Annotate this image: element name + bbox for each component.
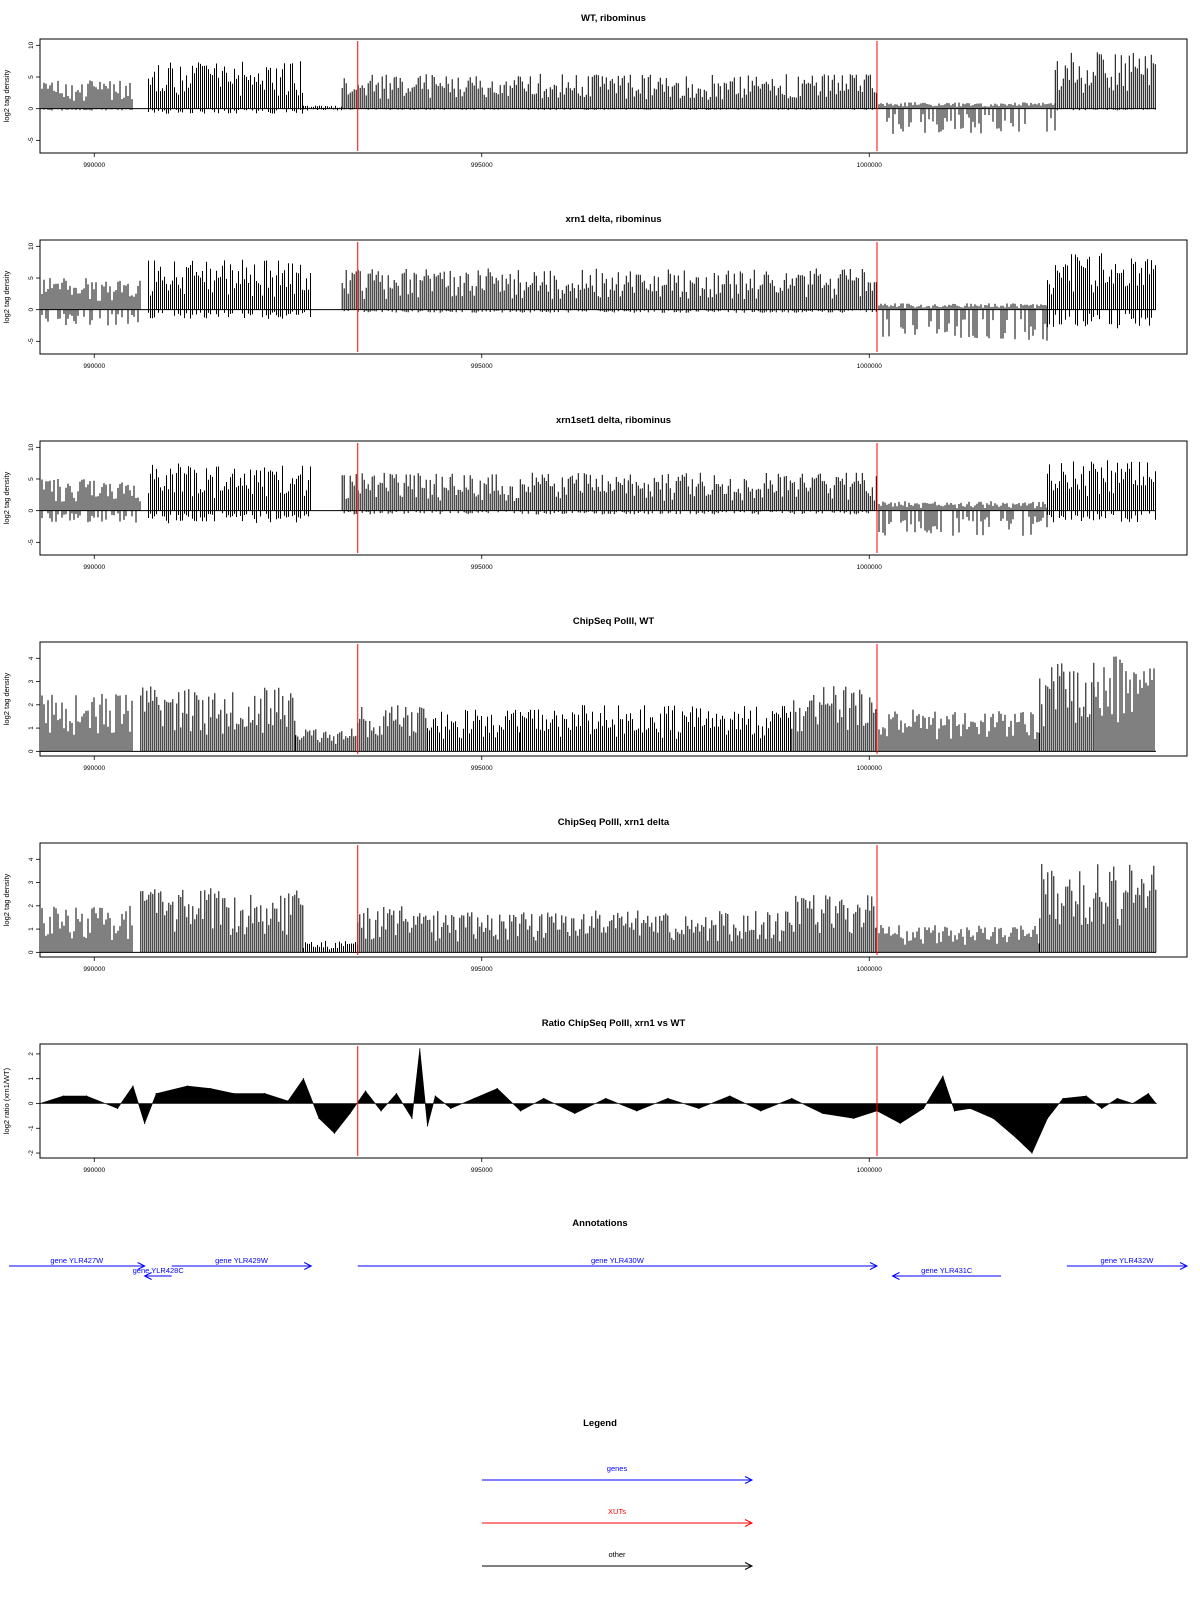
ratio-point: [334, 1133, 335, 1134]
x-tick-label: 1000000: [856, 765, 882, 772]
x-tick-label: 995000: [470, 564, 493, 571]
x-tick-label: 1000000: [856, 363, 882, 370]
x-tick-label: 1000000: [856, 162, 882, 169]
y-axis-label: log2 tag density: [2, 471, 11, 525]
x-tick-label: 995000: [470, 162, 493, 169]
x-tick-label: 990000: [83, 564, 106, 571]
gene-label: gene YLR429W: [215, 1256, 268, 1265]
ratio-point: [156, 1093, 157, 1094]
y-tick-label: 0: [28, 508, 35, 513]
gene-label: gene YLR427W: [50, 1256, 104, 1265]
gene-label: gene YLR432W: [1100, 1256, 1154, 1265]
ratio-point: [210, 1088, 211, 1089]
ratio-point: [303, 1078, 304, 1079]
ratio-point: [1062, 1098, 1063, 1099]
y-tick-label: -5: [28, 137, 35, 144]
ratio-point: [760, 1110, 761, 1111]
ratio-point: [900, 1123, 901, 1124]
ratio-point: [233, 1093, 234, 1094]
y-tick-label: 10: [28, 443, 35, 451]
ratio-point: [605, 1098, 606, 1099]
ratio-point: [144, 1123, 145, 1124]
y-axis-label: log2 tag density: [2, 672, 11, 726]
y-tick-label: -5: [28, 338, 35, 345]
x-tick-label: 1000000: [856, 966, 882, 973]
ratio-point: [380, 1110, 381, 1111]
ratio-point: [1117, 1098, 1118, 1099]
y-tick-label: 5: [28, 477, 35, 481]
ratio-point: [1031, 1152, 1032, 1153]
ratio-point: [822, 1113, 823, 1114]
chart-title: xrn1 delta, ribominus: [565, 214, 662, 225]
gene-label: gene YLR431C: [921, 1266, 973, 1275]
ratio-point: [923, 1108, 924, 1109]
ratio-point: [132, 1086, 133, 1087]
ratio-point: [1086, 1095, 1087, 1096]
ratio-point: [636, 1110, 637, 1111]
chart-title: ChipSeq PolII, WT: [572, 616, 655, 627]
ratio-point: [698, 1108, 699, 1109]
y-tick-label: 5: [28, 276, 35, 280]
ratio-point: [435, 1095, 436, 1096]
ratio-point: [117, 1108, 118, 1109]
y-tick-label: 1: [28, 927, 35, 931]
y-tick-label: 10: [28, 242, 35, 250]
x-tick-label: 990000: [83, 363, 106, 370]
ratio-point: [1132, 1103, 1133, 1104]
ratio-point: [969, 1108, 970, 1109]
ratio-point: [187, 1086, 188, 1087]
ratio-point: [853, 1118, 854, 1119]
ratio-point: [63, 1095, 64, 1096]
y-axis-label: log2 ratio (xrn1/WT): [2, 1067, 11, 1135]
ratio-point: [318, 1118, 319, 1119]
legend-title: Legend: [583, 1418, 617, 1429]
ratio-point: [365, 1090, 366, 1091]
ratio-point: [954, 1110, 955, 1111]
ratio-point: [667, 1098, 668, 1099]
legend-label: genes: [606, 1464, 628, 1473]
y-tick-label: 2: [28, 703, 35, 707]
legend-label: XUTs: [608, 1507, 626, 1516]
ratio-point: [1148, 1093, 1149, 1094]
ratio-point: [349, 1113, 350, 1114]
ratio-point: [396, 1093, 397, 1094]
x-tick-label: 1000000: [856, 564, 882, 571]
x-tick-label: 995000: [470, 1167, 493, 1174]
x-tick-label: 990000: [83, 1167, 106, 1174]
gene-label: gene YLR430W: [590, 1256, 644, 1265]
ratio-point: [574, 1113, 575, 1114]
y-tick-label: 10: [28, 41, 35, 49]
annotations-title: Annotations: [572, 1218, 628, 1229]
ratio-point: [427, 1125, 428, 1126]
ratio-point: [1047, 1118, 1048, 1119]
x-tick-label: 990000: [83, 162, 106, 169]
y-tick-label: 4: [28, 857, 35, 862]
y-tick-label: 2: [28, 1052, 35, 1056]
chart-title: Ratio ChipSeq PolII, xrn1 vs WT: [541, 1018, 686, 1029]
x-tick-label: 995000: [470, 966, 493, 973]
ratio-point: [450, 1108, 451, 1109]
x-tick-label: 990000: [83, 765, 106, 772]
y-tick-label: 0: [28, 106, 35, 111]
legend-label: other: [608, 1550, 626, 1559]
ratio-point: [287, 1100, 288, 1101]
ratio-point: [497, 1088, 498, 1089]
y-tick-label: 3: [28, 880, 35, 885]
gene-label: gene YLR428C: [132, 1266, 184, 1275]
ratio-point: [543, 1098, 544, 1099]
y-axis-label: log2 tag density: [2, 270, 11, 324]
chart-title: xrn1set1 delta, ribominus: [555, 415, 672, 426]
y-tick-label: 4: [28, 656, 35, 661]
y-tick-label: 5: [28, 75, 35, 79]
ratio-point: [993, 1118, 994, 1119]
ratio-point: [1155, 1103, 1156, 1104]
y-tick-label: 0: [28, 1101, 35, 1106]
ratio-point: [473, 1098, 474, 1099]
ratio-point: [520, 1110, 521, 1111]
y-tick-label: 2: [28, 904, 35, 908]
x-tick-label: 995000: [470, 765, 493, 772]
ratio-point: [791, 1098, 792, 1099]
y-tick-label: 0: [28, 749, 35, 754]
y-tick-label: 0: [28, 950, 35, 955]
x-tick-label: 1000000: [856, 1167, 882, 1174]
ratio-point: [86, 1095, 87, 1096]
ratio-point: [1016, 1138, 1017, 1139]
y-tick-label: -2: [28, 1150, 35, 1156]
y-tick-label: -1: [28, 1125, 35, 1132]
y-tick-label: 1: [28, 1076, 35, 1081]
ratio-point: [942, 1076, 943, 1077]
x-tick-label: 995000: [470, 363, 493, 370]
y-tick-label: -5: [28, 539, 35, 546]
x-tick-label: 990000: [83, 966, 106, 973]
y-axis-label: log2 tag density: [2, 873, 11, 927]
chart-title: WT, ribominus: [581, 13, 646, 24]
y-tick-label: 3: [28, 679, 35, 684]
y-tick-label: 1: [28, 726, 35, 730]
chart-title: ChipSeq PolII, xrn1 delta: [557, 817, 670, 828]
ratio-point: [419, 1048, 420, 1049]
ratio-point: [729, 1095, 730, 1096]
ratio-point: [264, 1093, 265, 1094]
ratio-point: [1101, 1108, 1102, 1109]
y-tick-label: 0: [28, 307, 35, 312]
ratio-point: [411, 1118, 412, 1119]
y-axis-label: log2 tag density: [2, 69, 11, 123]
